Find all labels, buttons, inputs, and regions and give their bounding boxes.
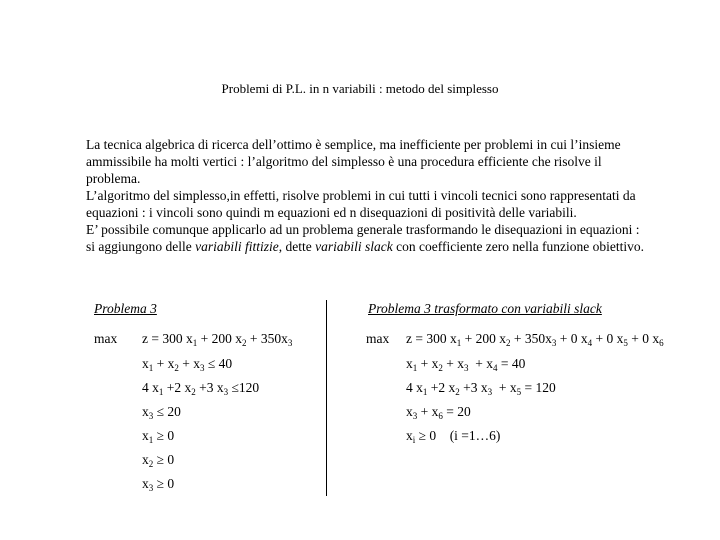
intro-paragraph-3: E’ possibile comunque applicarlo ad un problema generale trasformando le disequazioni in equazioni : si aggiungono delle variabili fittizie, dette variabili slack con coefficiente zero nella funzione obiettivo. [86, 222, 645, 254]
left-constraint-1: $x_1 + x_2 + x_3 \le 40$ [142, 356, 233, 373]
left-constraint-2: 4 $x_1 +2$ $x_2 +3$ $x_3 \le 120$ [142, 380, 260, 397]
right-range-note: (i =1…6) [449, 428, 501, 443]
intro-text [86, 136, 646, 255]
intro-paragraph-2: L’algoritmo del simplesso,in effetti, risolve problemi in cui tutti i vincoli tecnici sono rappresentati da equazioni : i vincoli sono quindi m equazioni ed n disequazioni di positività delle variabili. [86, 188, 636, 220]
term-slack-variables: variabili slack [315, 239, 393, 254]
right-constraint-1: $x_1 + x_2 + x_3 + x_4 = 40$ [406, 356, 526, 373]
left-positivity-1: $x_1 \ge 0$ [142, 428, 175, 445]
left-positivity-3: $x_3 \ge 0$ [142, 476, 175, 493]
right-max-label: max [366, 331, 390, 346]
page-title: Problemi di P.L. in n variabili : metodo del simplesso [221, 81, 499, 96]
left-max-label: max [94, 331, 118, 346]
column-divider [326, 300, 327, 496]
left-positivity-2: $x_2 \ge 0$ [142, 452, 175, 469]
left-objective: z = 300 $x_1 + 200$ $x_2 + 350x_3$ [142, 331, 293, 348]
right-constraint-3: $x_3 + x_6 = 20$ [406, 404, 471, 421]
left-constraint-3: $x_3 \le 20$ [142, 404, 181, 421]
right-constraint-2: 4 $x_1 +2$ $x_2 +3$ $x_3 + x_5 = 120$ [406, 380, 556, 397]
right-heading: Problema 3 trasformato con variabili slack [368, 301, 602, 316]
right-positivity: $x_i \ge 0$ (i =1…6) [406, 428, 501, 445]
term-fictitious-variables: variabili fittizie [195, 239, 279, 254]
left-heading: Problema 3 [94, 301, 157, 316]
right-objective: z = 300 $x_1 + 200$ $x_2 + 350x_3 + 0$ $x_4 + 0$ $x_5 + 0$ $x_6$ [406, 331, 664, 348]
intro-paragraph-1: La tecnica algebrica di ricerca dell’ottimo è semplice, ma inefficiente per problemi in cui l’insieme ammissibile ha molti vertici : l’algoritmo del simplesso è una procedura efficiente che risolve il problema. [86, 137, 621, 186]
